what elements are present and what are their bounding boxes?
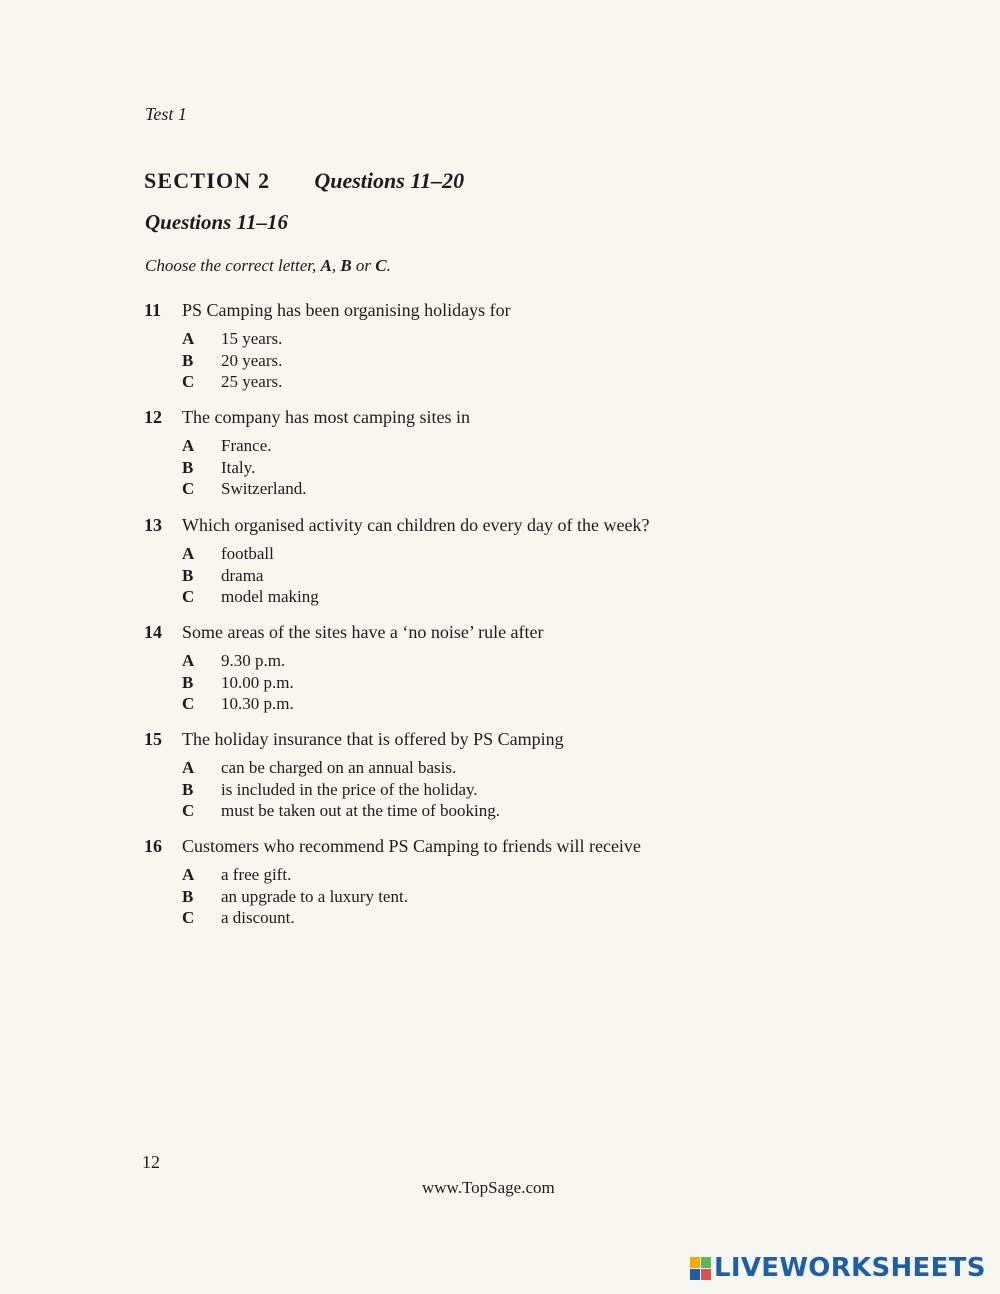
option-letter: A	[182, 436, 195, 455]
option-list	[144, 328, 764, 393]
option-a[interactable]	[144, 543, 764, 565]
instruction-suffix: .	[386, 256, 391, 275]
option-text: an upgrade to a luxury tent.	[221, 886, 408, 906]
option-b[interactable]	[144, 565, 764, 587]
option-letter: A	[182, 329, 195, 348]
question-number: 14	[144, 622, 162, 642]
option-letter: C	[182, 908, 195, 927]
option-b[interactable]	[144, 350, 764, 372]
option-list	[144, 757, 764, 822]
option-c[interactable]	[144, 693, 764, 715]
question-stem	[144, 298, 764, 322]
option-letter: C	[182, 479, 195, 498]
option-letter: A	[182, 865, 195, 884]
option-letter: B	[182, 457, 194, 477]
option-a[interactable]	[144, 864, 764, 886]
question-text: The holiday insurance that is offered by PS Camping	[182, 729, 564, 749]
option-b[interactable]	[144, 457, 764, 479]
option-b[interactable]	[144, 779, 764, 801]
option-letter: A	[182, 544, 195, 563]
question-stem	[144, 834, 764, 858]
section-question-range: Questions 11–20	[314, 168, 465, 193]
question-16	[144, 834, 764, 929]
option-letter: C	[182, 587, 195, 606]
logo-square-3	[690, 1269, 700, 1280]
question-14	[144, 620, 764, 715]
page-number: 12	[142, 1152, 160, 1172]
logo-square-1	[690, 1257, 700, 1268]
option-text: can be charged on an annual basis.	[221, 758, 457, 777]
option-text: 10.00 p.m.	[221, 672, 294, 692]
question-text: Some areas of the sites have a ‘no noise’ rule after	[182, 622, 544, 642]
option-c[interactable]	[144, 371, 764, 393]
option-c[interactable]	[144, 586, 764, 608]
option-text: France.	[221, 436, 272, 455]
option-letter: C	[182, 801, 195, 820]
option-a[interactable]	[144, 650, 764, 672]
option-list	[144, 864, 764, 929]
liveworksheets-logo-icon	[690, 1257, 711, 1280]
option-text: a discount.	[221, 908, 295, 927]
option-letter: B	[182, 779, 194, 799]
running-head: Test 1	[145, 104, 187, 124]
instruction-sep-2: or	[351, 256, 376, 275]
instruction-letter-b: B	[340, 256, 352, 275]
option-text: 9.30 p.m.	[221, 651, 286, 670]
question-13	[144, 513, 764, 608]
question-text: Which organised activity can children do every day of the week?	[182, 515, 650, 535]
question-text: The company has most camping sites in	[182, 407, 470, 427]
option-a[interactable]	[144, 328, 764, 350]
question-15	[144, 727, 764, 822]
question-11	[144, 298, 764, 393]
option-text: 15 years.	[221, 329, 283, 348]
option-letter: B	[182, 672, 194, 692]
question-text: Customers who recommend PS Camping to friends will receive	[182, 836, 641, 856]
question-stem	[144, 727, 764, 751]
instruction-sep-1: ,	[331, 256, 341, 275]
instruction-letter-c: C	[375, 256, 387, 275]
instruction-letter-a: A	[320, 256, 332, 275]
option-a[interactable]	[144, 435, 764, 457]
question-number: 11	[144, 300, 162, 320]
footer-url: www.TopSage.com	[422, 1178, 555, 1197]
option-list	[144, 435, 764, 500]
question-number: 12	[144, 407, 162, 427]
option-text: 25 years.	[221, 372, 283, 391]
instruction-prefix: Choose the correct letter,	[145, 256, 321, 275]
option-text: a free gift.	[221, 865, 292, 884]
option-text: model making	[221, 587, 319, 606]
logo-square-4	[701, 1269, 711, 1280]
logo-square-2	[701, 1257, 711, 1268]
option-text: Italy.	[221, 457, 256, 477]
watermark-text: LIVEWORKSHEETS	[714, 1253, 986, 1283]
question-text: PS Camping has been organising holidays for	[182, 300, 511, 320]
question-number: 16	[144, 836, 162, 856]
option-c[interactable]	[144, 478, 764, 500]
question-number: 15	[144, 729, 162, 749]
liveworksheets-watermark	[690, 1250, 986, 1286]
option-c[interactable]	[144, 800, 764, 822]
option-text: drama	[221, 565, 264, 585]
option-letter: A	[182, 651, 195, 670]
option-text: must be taken out at the time of booking.	[221, 801, 501, 820]
option-letter: B	[182, 350, 194, 370]
option-c[interactable]	[144, 907, 764, 929]
option-text: Switzerland.	[221, 479, 307, 498]
question-stem	[144, 513, 764, 537]
option-list	[144, 543, 764, 608]
option-a[interactable]	[144, 757, 764, 779]
option-b[interactable]	[144, 886, 764, 908]
section-label: SECTION 2	[144, 168, 271, 193]
option-letter: B	[182, 565, 194, 585]
option-b[interactable]	[144, 672, 764, 694]
option-list	[144, 650, 764, 715]
question-stem	[144, 405, 764, 429]
option-text: is included in the price of the holiday.	[221, 779, 478, 799]
option-text: 20 years.	[221, 350, 283, 370]
question-stem	[144, 620, 764, 644]
question-12	[144, 405, 764, 500]
subsection-heading: Questions 11–16	[145, 210, 288, 234]
option-text: 10.30 p.m.	[221, 694, 294, 713]
option-letter: C	[182, 372, 195, 391]
question-number: 13	[144, 515, 162, 535]
option-text: football	[221, 544, 274, 563]
option-letter: A	[182, 758, 195, 777]
option-letter: B	[182, 886, 194, 906]
option-letter: C	[182, 694, 195, 713]
